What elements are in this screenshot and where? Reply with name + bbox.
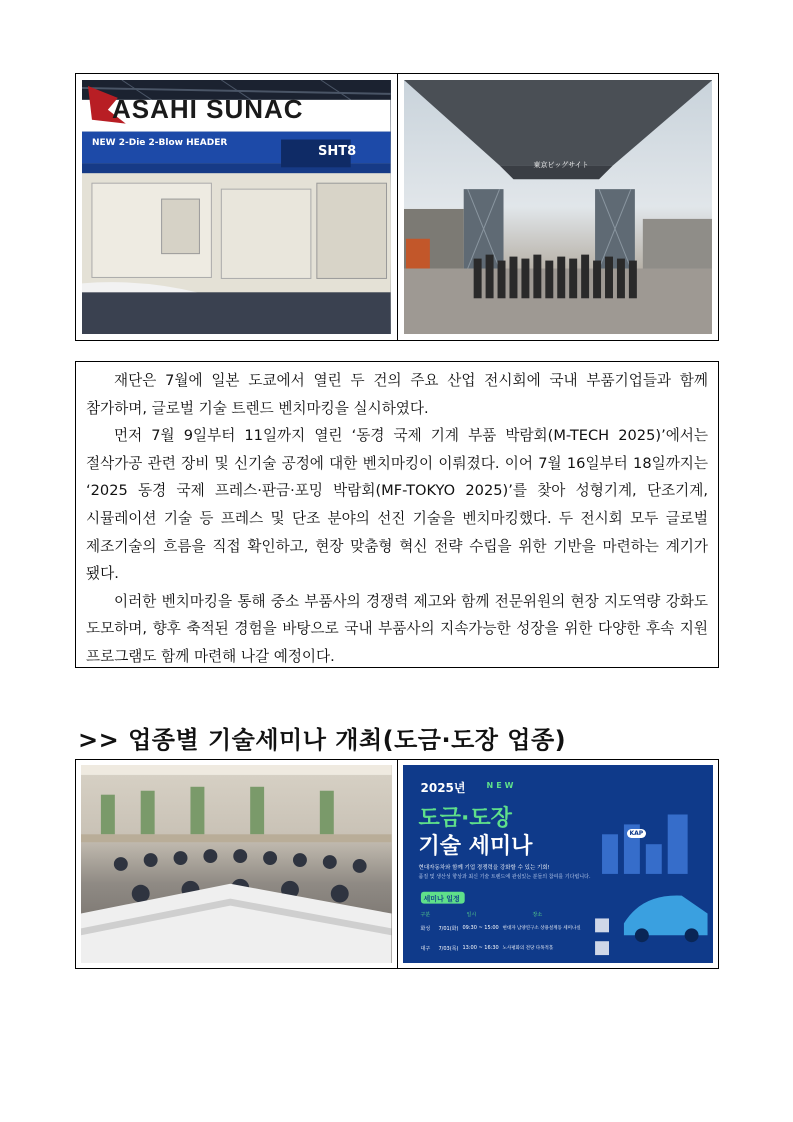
poster-row-2-date: 7/03(목)	[438, 946, 459, 952]
photo-cell-booth	[76, 74, 397, 340]
poster-row-1-region: 화성	[420, 926, 431, 932]
photo-cell-poster	[397, 760, 719, 968]
top-photo-table	[75, 73, 719, 341]
poster-tagline: 현대자동차와 함께 기업 경쟁력을 강화할 수 있는 기회!	[418, 865, 550, 871]
booth-subtitle-text: NEW 2-Die 2-Blow HEADER	[92, 138, 228, 148]
poster-schedule-header-place: 장소	[532, 912, 543, 918]
poster-title-line1: 도금·도장	[418, 806, 512, 831]
kap-logo: KAP	[627, 829, 647, 838]
poster-year: 2025년	[420, 781, 466, 795]
booth-model-text: SHT8	[318, 144, 357, 159]
poster-schedule-header-date: 일시	[466, 912, 477, 918]
seminar-poster	[403, 765, 714, 963]
big-sight-sign: 東京ビッグサイト	[533, 161, 589, 169]
photo-tokyo-big-sight-group	[404, 80, 713, 334]
poster-row-1-place: 현대자 남양연구소 상용설계동 세미나실	[502, 926, 581, 931]
paragraph-1: 재단은 7월에 일본 도쿄에서 열린 두 건의 주요 산업 전시회에 국내 부품기업들과 함께 참가하며, 글로벌 기술 트렌드 벤치마킹을 실시하였다.	[86, 372, 708, 417]
poster-row-2-place: 노사평화의 전당 다목적홀	[502, 946, 554, 951]
photo-asahi-sunac-booth	[82, 80, 391, 334]
poster-new-badge: NEW	[486, 781, 517, 790]
poster-row-1-date: 7/01(화)	[438, 926, 459, 932]
photo-seminar-audience	[81, 765, 392, 963]
photo-cell-big-sight	[397, 74, 719, 340]
booth-brand-text: ASAHI SUNAC	[112, 94, 304, 124]
article-text-box	[75, 361, 719, 668]
poster-title-line2: 기술 세미나	[418, 834, 533, 859]
paragraph-3: 이러한 벤치마킹을 통해 중소 부품사의 경쟁력 제고와 함께 전문위원의 현장 지도역량 강화도 도모하며, 향후 축적된 경험을 바탕으로 국내 부품사의 지속가능한 성장을 위한 다양한 후속 지원 프로그램도 함께 마련해 나갈 예정이다.	[86, 592, 708, 665]
section-heading: >> 업종별 기술세미나 개최(도금·도장 업종)	[78, 726, 567, 754]
poster-schedule-label: 세미나 일정	[423, 895, 460, 903]
bottom-photo-table	[75, 759, 719, 969]
photo-cell-seminar	[76, 760, 397, 968]
poster-description: 품질 및 생산성 향상과 최신 기술 트렌드에 관심있는 분들의 참여를 기다립니다.	[418, 874, 591, 880]
poster-row-2-time: 13:00 ~ 16:30	[462, 945, 499, 951]
poster-row-2-region: 대구	[420, 946, 431, 952]
poster-schedule-header-region: 구분	[420, 912, 431, 918]
poster-row-1-time: 09:30 ~ 15:00	[462, 925, 499, 931]
paragraph-2: 먼저 7월 9일부터 11일까지 열린 ‘동경 국제 기계 부품 박람회(M-TECH 2025)’에서는 절삭가공 관련 장비 및 신기술 공정에 대한 벤치마킹이 이뤄졌다. 이어 7월 16일부터 18일까지는 ‘2025 동경 국제 프레스·판금·포밍 박람회(MF-TOKYO 2025)’를 찾아 성형기계, 단조기계, 시뮬레이션 기술 등 프레스 및 단조 분야의 선진 기술을 벤치마킹했다. 두 전시회 모두 글로벌 제조기술의 흐름을 직접 확인하고, 현장 맞춤형 혁신 전략 수립을 위한 기반을 마련하는 계기가 됐다.	[86, 427, 708, 583]
